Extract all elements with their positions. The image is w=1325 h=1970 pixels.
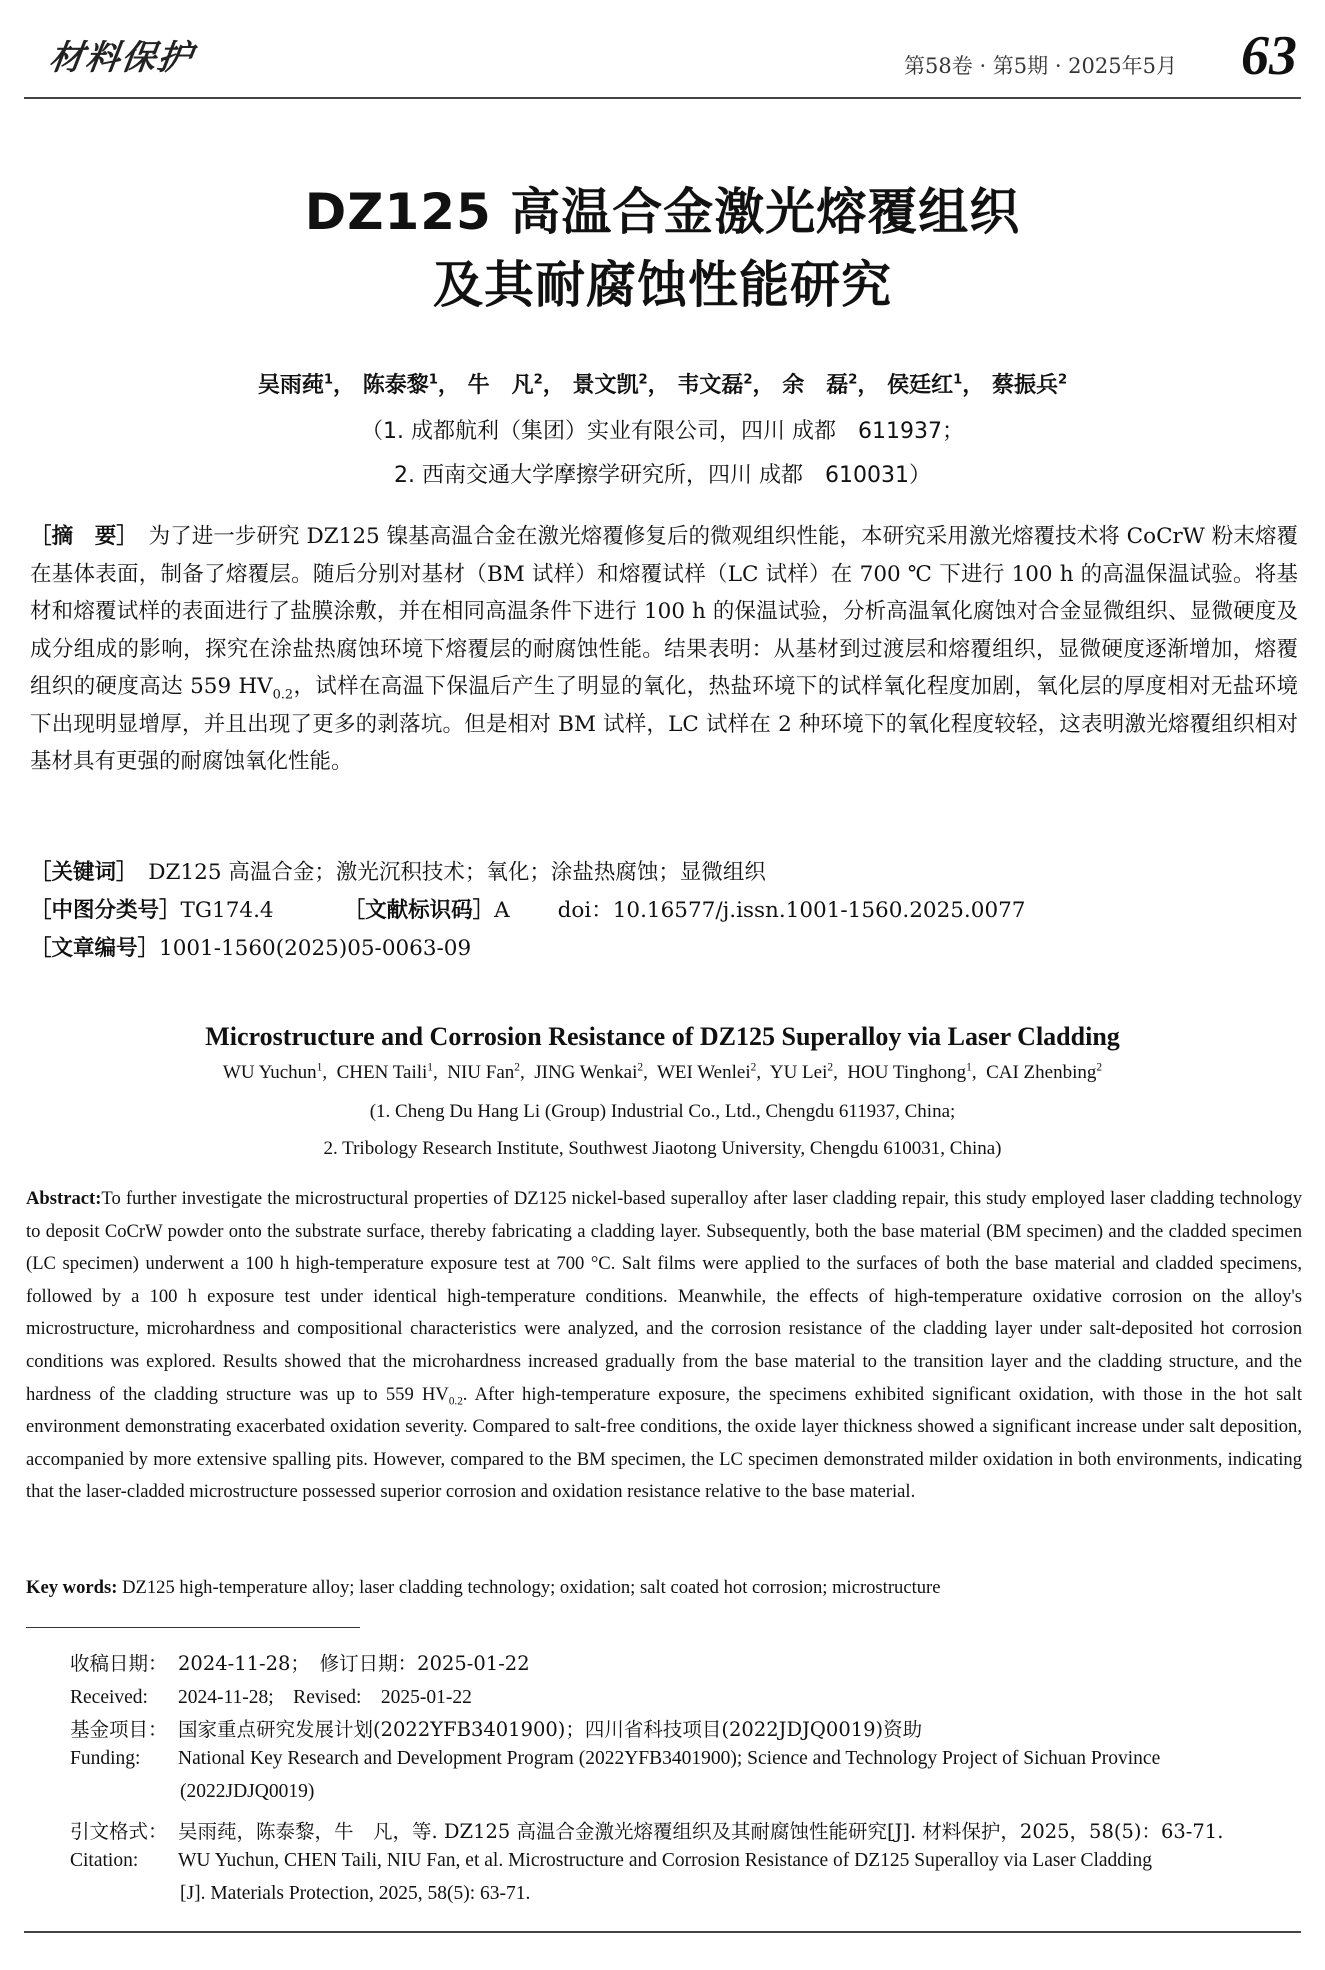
footnote-citation-en <box>70 1850 1302 1872</box>
author: 蔡振兵 <box>991 373 1058 398</box>
author: JING Wenkai <box>534 1062 638 1083</box>
footnote-citation-en-cont <box>180 1883 1325 1905</box>
footnote-label: 基金项目： <box>70 1718 168 1741</box>
footnote-fund-en <box>70 1748 1302 1770</box>
en-keywords-text: DZ125 high-temperature alloy; laser cladding technology; oxidation; salt coated hot corrosion; microstructure <box>122 1577 941 1598</box>
footnote-label: 引文格式： <box>70 1820 168 1843</box>
author-affiliation-mark: 2 <box>637 1061 644 1074</box>
author: HOU Tinghong <box>847 1062 967 1083</box>
footnote-value: 2024-11-28; Revised: 2025-01-22 <box>178 1687 472 1708</box>
journal-logo: 材料保护 <box>46 38 197 78</box>
cn-abstract <box>30 518 1298 781</box>
footnote-value: 国家重点研究发展计划(2022YFB3401900)；四川省科技项目(2022JDJQ0019)资助 <box>178 1718 923 1741</box>
cn-keywords-label: ［关键词］ <box>30 860 127 885</box>
en-abstract <box>26 1183 1302 1509</box>
cn-abstract-text-1: 为了进一步研究 DZ125 镍基高温合金在激光熔覆修复后的微观组织性能，本研究采用激光熔覆技术将 CoCrW 粉末熔覆在基体表面，制备了熔覆层。随后分别对基材（BM 试样）和熔覆试样（LC 试样）在 700 ℃ 下进行 100 h 的高温保温试验。将基材和熔覆试样的表面进行了盐膜涂敷，并在相同高温条件下进行 100 h 的保温试验，分析高温氧化腐蚀对合金显微组织、显微硬度及成分组成的影响，探究在涂盐热腐蚀环境下熔覆层的耐腐蚀性能。结果表明：从基材到过渡层和熔覆组织，显微硬度逐渐增加，熔覆组织的硬度高达 559 HV <box>30 524 1298 699</box>
footnote-received-en <box>70 1681 1302 1709</box>
clc-value: TG174.4 <box>180 898 274 923</box>
en-abstract-text-1: To further investigate the microstructural properties of DZ125 nickel-based superalloy after laser cladding repair, this study employed laser cladding technology to deposit CoCrW powder onto the substrate surface, thereby fabricating a cladding layer. Subsequently, both the base material (BM specimen) and the cladded specimen (LC specimen) underwent a 100 h high-temperature exposure test at 700 °C. Salt films were applied to the surfaces of both the base material and cladded specimens, followed by a 100 h exposure test under identical high-temperature conditions. Meanwhile, the effects of high-temperature oxidative corrosion on the alloy's microstructure, microhardness and compositional characteristics were analyzed, and the corrosion resistance of the cladding layer under salt-deposited hot corrosion conditions was explored. Results showed that the microhardness increased gradually from the base material to the transition layer and the cladding structure, and the hardness of the cladding structure was up to 559 HV <box>26 1188 1302 1405</box>
footnote-value: 2024-11-28； 修订日期：2025-01-22 <box>178 1652 530 1675</box>
en-keywords <box>26 1577 941 1599</box>
author: 牛 凡 <box>467 373 534 398</box>
doc-code-label: ［文献标识码］ <box>343 898 495 923</box>
cn-keywords-text: DZ125 高温合金；激光沉积技术；氧化；涂盐热腐蚀；显微组织 <box>148 860 766 885</box>
en-affiliation-2: 2. Tribology Research Institute, Southwest Jiaotong University, Chengdu 610031, China) <box>323 1138 1002 1159</box>
author: YU Lei <box>769 1062 828 1083</box>
author-affiliation-mark: 2 <box>848 372 858 388</box>
author: WU Yuchun <box>222 1062 317 1083</box>
footnote-citation-cn <box>70 1816 1302 1844</box>
author-affiliation-mark: 2 <box>1096 1061 1103 1074</box>
doi-label: doi： <box>557 898 613 923</box>
en-affiliation-1: (1. Cheng Du Hang Li (Group) Industrial Co., Ltd., Chengdu 611937, China; <box>369 1101 956 1122</box>
cn-affiliation-1: （1. 成都航利（集团）实业有限公司，四川 成都 611937； <box>361 419 964 444</box>
cn-affiliation-2: 2. 西南交通大学摩擦学研究所，四川 成都 610031） <box>394 463 931 488</box>
author: 韦文磊 <box>677 373 744 398</box>
footnote-label: Funding: <box>70 1748 141 1769</box>
en-abstract-label: Abstract: <box>26 1188 102 1209</box>
author: 余 磊 <box>782 373 849 398</box>
cn-title-line2: 及其耐腐蚀性能研究 <box>433 256 892 314</box>
cn-authors: 吴雨莼$^1$， 陈泰黎$^1$， 牛 凡$^2$， 景文凯$^2$， 韦文磊$^2$， 余 磊$^2$， 侯廷红$^1$， 蔡振兵$^2$ <box>257 372 1068 398</box>
author-affiliation-mark: 2 <box>750 1061 757 1074</box>
author: NIU Fan <box>447 1062 515 1083</box>
footnote-value: WU Yuchun, CHEN Taili, NIU Fan, et al. Microstructure and Corrosion Resistance of DZ125 Superalloy via Laser Cladding <box>178 1850 1152 1871</box>
author: 侯廷红 <box>887 373 954 398</box>
article-no-value: 1001-1560(2025)05-0063-09 <box>159 936 472 961</box>
footnote-fund-cn <box>70 1714 1302 1742</box>
footnote-fund-en-cont <box>180 1781 1325 1803</box>
article-no-label: ［文章编号］ <box>30 936 160 961</box>
footnote-divider <box>26 1627 360 1628</box>
en-abstract-subscript: 0.2 <box>448 1395 463 1408</box>
footnote-value: 吴雨莼，陈泰黎，牛 凡，等. DZ125 高温合金激光熔覆组织及其耐腐蚀性能研究[J]. 材料保护，2025，58(5)：63-71. <box>178 1820 1224 1843</box>
author-affiliation-mark: 1 <box>316 1061 323 1074</box>
author-affiliation-mark: 2 <box>638 372 648 388</box>
issue-info: 第58卷 · 第5期 · 2025年5月 <box>904 54 1177 78</box>
cn-abstract-subscript: 0.2 <box>272 687 294 703</box>
author-affiliation-mark: 1 <box>323 372 334 388</box>
cn-abstract-label: ［摘 要］ <box>30 524 128 549</box>
en-abstract-text-2: . After high-temperature exposure, the specimens exhibited significant oxidation, with those in the hot salt environment demonstrating exacerbated oxidation severity. Compared to salt-free conditions, the oxide layer thickness showed a significant increase under salt deposition, accompanied by more extensive spalling pits. However, compared to the BM specimen, the LC specimen demonstrated milder oxidation in both environments, indicating that the laser-cladded microstructure possessed superior corrosion and oxidation resistance relative to the base material. <box>26 1383 1302 1503</box>
cn-keywords <box>30 855 766 886</box>
author-affiliation-mark: 2 <box>1057 372 1068 388</box>
cn-classification <box>30 893 1026 924</box>
author-affiliation-mark: 1 <box>953 372 963 388</box>
author-affiliation-mark: 2 <box>743 372 753 388</box>
author: 景文凯 <box>572 373 639 398</box>
footer-divider <box>24 1931 1301 1933</box>
author-affiliation-mark: 2 <box>533 372 543 388</box>
doi-value: 10.16577/j.issn.1001-1560.2025.0077 <box>612 898 1026 923</box>
author-affiliation-mark: 2 <box>514 1061 520 1074</box>
cn-article-number <box>30 931 471 962</box>
author: CAI Zhenbing <box>986 1062 1097 1083</box>
footnote-label: Citation: <box>70 1850 139 1871</box>
author: 吴雨莼 <box>257 373 324 398</box>
footnote-value: [J]. Materials Protection, 2025, 58(5): 63-71. <box>180 1883 531 1904</box>
author-affiliation-mark: 1 <box>966 1061 972 1074</box>
cn-title-line1: DZ125 高温合金激光熔覆组织 <box>304 183 1021 241</box>
author: 陈泰黎 <box>362 373 429 398</box>
footnote-value: (2022JDJQ0019) <box>180 1781 315 1802</box>
author: CHEN Taili <box>336 1062 428 1083</box>
footnote-received-cn <box>70 1648 1302 1676</box>
cn-abstract-text-2: ，试样在高温下保温后产生了明显的氧化，热盐环境下的试样氧化程度加剧，氧化层的厚度相对无盐环境下出现明显增厚，并且出现了更多的剥落坑。但是相对 BM 试样，LC 试样在 2 种环境下的氧化程度较轻，这表明激光熔覆组织相对基材具有更强的耐腐蚀氧化性能。 <box>30 674 1298 774</box>
author: WEI Wenlei <box>657 1062 751 1083</box>
en-title: Microstructure and Corrosion Resistance of DZ125 Superalloy via Laser Cladding <box>205 1022 1120 1051</box>
clc-label: ［中图分类号］ <box>30 898 181 923</box>
footnote-label: Received: <box>70 1687 148 1708</box>
footnote-value: National Key Research and Development Program (2022YFB3401900); Science and Technology Project of Sichuan Province <box>178 1748 1161 1769</box>
en-keywords-label: Key words: <box>26 1577 118 1598</box>
footnote-label: 收稿日期： <box>70 1652 168 1675</box>
doc-code-value: A <box>494 898 510 923</box>
author-affiliation-mark: 1 <box>428 372 438 388</box>
en-authors: WU Yuchun$^1$, CHEN Taili$^1$, NIU Fan$^2$, JING Wenkai$^2$, WEI Wenlei$^2$, YU Lei$^2$, HOU Tinghong$^1$, CAI Zhenbing$^2$ <box>222 1061 1103 1083</box>
page-number: 63 <box>1241 25 1297 87</box>
author-affiliation-mark: 2 <box>827 1061 834 1074</box>
author-affiliation-mark: 1 <box>427 1061 433 1074</box>
header-divider <box>24 97 1301 99</box>
